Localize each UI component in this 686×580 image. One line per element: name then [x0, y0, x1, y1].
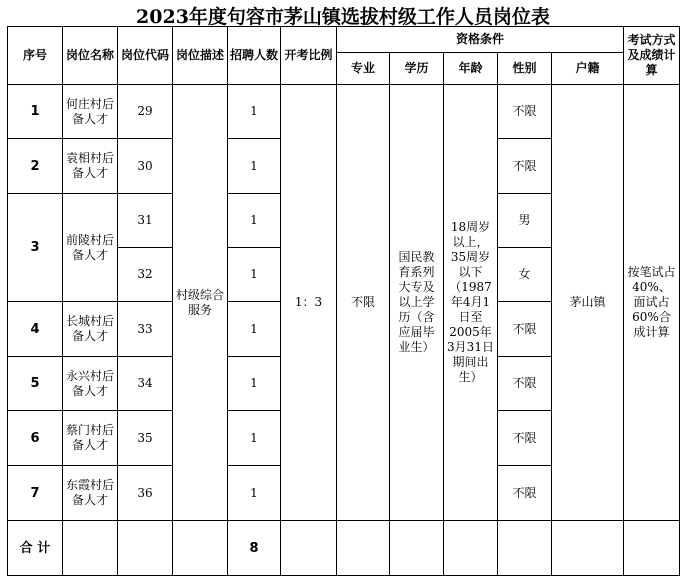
- row-recruit: 1: [228, 194, 281, 248]
- row-position-name: 何庄村后备人才: [63, 85, 118, 139]
- row-seq: 4: [8, 302, 63, 357]
- row-code: 31: [118, 194, 173, 248]
- row-seq: 2: [8, 139, 63, 194]
- shared-exam: 按笔试占40%、面试占60%合成计算: [624, 85, 680, 521]
- header-ratio: 开考比例: [281, 27, 337, 85]
- shared-education: 国民教育系列大专及以上学历（含应届毕业生）: [390, 85, 444, 521]
- row-gender: 不限: [498, 411, 552, 466]
- shared-description: 村级综合服务: [173, 85, 228, 521]
- row-recruit: 1: [228, 248, 281, 302]
- total-empty-cell: [281, 521, 337, 576]
- row-seq: 3: [8, 194, 63, 302]
- header-seq: 序号: [8, 27, 63, 85]
- total-row: [8, 521, 680, 576]
- row-recruit: 1: [228, 411, 281, 466]
- row-position-name: 永兴村后备人才: [63, 357, 118, 411]
- header-name: 岗位名称: [63, 27, 118, 85]
- row-seq: 7: [8, 466, 63, 521]
- row-gender: 不限: [498, 139, 552, 194]
- row-gender: 不限: [498, 466, 552, 521]
- row-position-name: 长城村后备人才: [63, 302, 118, 357]
- page-title: 2023年度句容市茅山镇选拔村级工作人员岗位表: [136, 6, 550, 28]
- header-desc: 岗位描述: [173, 27, 228, 85]
- row-gender: 女: [498, 248, 552, 302]
- total-empty-cell: [118, 521, 173, 576]
- row-seq: 5: [8, 357, 63, 411]
- total-empty-cell: [444, 521, 498, 576]
- total-empty-cell: [390, 521, 444, 576]
- position-table: [7, 26, 680, 576]
- row-code: 32: [118, 248, 173, 302]
- header-edu: 学历: [390, 53, 444, 85]
- header-age: 年龄: [444, 53, 498, 85]
- total-empty-cell: [624, 521, 680, 576]
- total-empty-cell: [552, 521, 624, 576]
- shared-ratio: 1：3: [281, 85, 337, 521]
- row-code: 36: [118, 466, 173, 521]
- row-code: 30: [118, 139, 173, 194]
- row-gender: 不限: [498, 357, 552, 411]
- total-empty-cell: [498, 521, 552, 576]
- shared-hukou: 茅山镇: [552, 85, 624, 521]
- header-code: 岗位代码: [118, 27, 173, 85]
- row-seq: 6: [8, 411, 63, 466]
- header-row-1: [8, 27, 680, 53]
- header-exam: 考试方式及成绩计算: [624, 27, 680, 85]
- total-recruit: 8: [228, 521, 281, 576]
- row-recruit: 1: [228, 302, 281, 357]
- row-code: 33: [118, 302, 173, 357]
- table-row: [8, 85, 680, 139]
- row-seq: 1: [8, 85, 63, 139]
- header-gender: 性别: [498, 53, 552, 85]
- row-recruit: 1: [228, 357, 281, 411]
- header-major: 专业: [337, 53, 390, 85]
- row-recruit: 1: [228, 139, 281, 194]
- row-recruit: 1: [228, 466, 281, 521]
- row-position-name: 前陵村后备人才: [63, 194, 118, 302]
- header-recruit: 招聘人数: [228, 27, 281, 85]
- total-empty-cell: [337, 521, 390, 576]
- row-position-name: 东霞村后备人才: [63, 466, 118, 521]
- row-code: 29: [118, 85, 173, 139]
- row-position-name: 袁相村后备人才: [63, 139, 118, 194]
- total-label: 合 计: [8, 521, 63, 576]
- row-gender: 不限: [498, 85, 552, 139]
- header-hukou: 户籍: [552, 53, 624, 85]
- row-code: 34: [118, 357, 173, 411]
- row-code: 35: [118, 411, 173, 466]
- total-empty-cell: [63, 521, 118, 576]
- shared-major: 不限: [337, 85, 390, 521]
- row-gender: 男: [498, 194, 552, 248]
- header-qualifications: 资格条件: [337, 27, 624, 53]
- row-recruit: 1: [228, 85, 281, 139]
- shared-age: 18周岁以上，35周岁以下（1987年4月1日至2005年3月31日期间出生）: [444, 85, 498, 521]
- row-gender: 不限: [498, 302, 552, 357]
- total-empty-cell: [173, 521, 228, 576]
- row-position-name: 蔡门村后备人才: [63, 411, 118, 466]
